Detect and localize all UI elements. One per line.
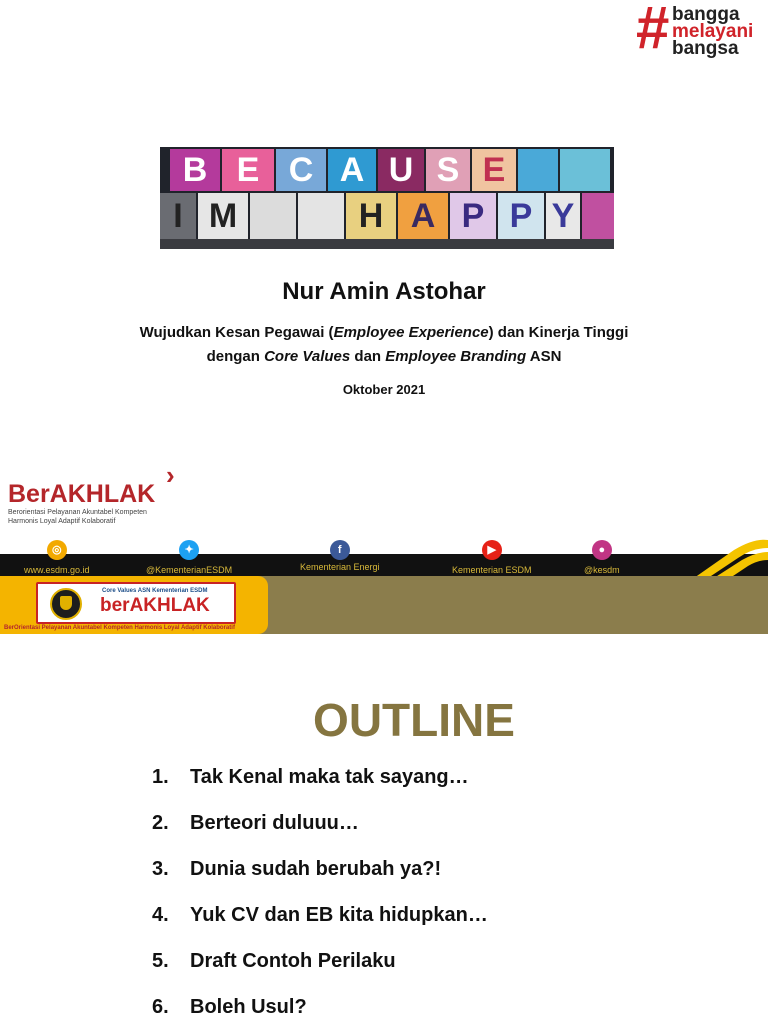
berakhlak-tagline-1: Berorientasi Pelayanan Akuntabel Kompeten — [8, 509, 147, 516]
social-website[interactable] — [24, 540, 90, 575]
banner-floor — [160, 239, 614, 249]
banner-block: I — [160, 193, 196, 239]
item-number: 4. — [152, 904, 169, 926]
subtitle-text: ) dan Kinerja Tinggi — [488, 324, 629, 341]
subtitle-italic: Employee Branding — [385, 348, 527, 365]
outline-title: OUTLINE — [313, 694, 515, 746]
berakhlak-badge — [36, 582, 236, 624]
banner-block: E — [472, 149, 516, 191]
list-item — [152, 948, 488, 994]
subtitle-italic: Employee Experience — [333, 324, 489, 341]
because-im-happy-banner — [160, 147, 614, 249]
item-number: 2. — [152, 812, 169, 834]
logo-word-1: bangga — [672, 4, 740, 25]
subtitle-text: dan — [350, 348, 386, 365]
item-text: Yuk CV dan EB kita hidupkan… — [190, 904, 488, 926]
banner-block: Y — [546, 193, 580, 239]
banner-block: H — [346, 193, 396, 239]
banner-block: A — [398, 193, 448, 239]
banner-block: M — [198, 193, 248, 239]
list-item — [152, 902, 488, 948]
esdm-emblem-icon — [50, 588, 82, 620]
social-label: @KementerianESDM — [146, 565, 233, 575]
bangga-melayani-bangsa-logo — [636, 2, 762, 60]
banner-block: A — [328, 149, 376, 191]
banner-block: P — [498, 193, 544, 239]
presenter-name: Nur Amin Astohar — [282, 278, 486, 305]
social-twitter[interactable] — [146, 540, 232, 575]
subtitle-text: dengan — [206, 348, 265, 365]
badge-caption: Core Values ASN Kementerian ESDM — [102, 588, 208, 594]
list-item — [152, 810, 488, 856]
item-text: Tak Kenal maka tak sayang… — [190, 766, 469, 788]
chevron-right-icon: › — [166, 460, 175, 490]
list-item — [152, 994, 488, 1024]
gold-swoosh-decoration — [694, 538, 768, 578]
subtitle-text: ASN — [526, 348, 562, 365]
banner-block: E — [222, 149, 274, 191]
globe-icon: ◎ — [47, 540, 67, 560]
social-youtube[interactable] — [452, 540, 532, 575]
item-number: 5. — [152, 950, 169, 972]
social-instagram[interactable] — [584, 540, 620, 575]
item-number: 6. — [152, 996, 169, 1018]
subtitle-italic: Core Values — [264, 348, 351, 365]
banner-block: P — [450, 193, 496, 239]
list-item — [152, 856, 488, 902]
item-text: Dunia sudah berubah ya?! — [190, 858, 442, 880]
subtitle-line-1 — [0, 323, 768, 343]
banner-block: S — [426, 149, 470, 191]
banner-block — [518, 149, 558, 191]
social-label: Kementerian Energi — [300, 562, 380, 572]
item-text: Berteori duluuu… — [190, 812, 359, 834]
berakhlak-logo — [8, 460, 188, 536]
logo-word-2: melayani — [672, 21, 754, 42]
subtitle-text: Wujudkan Kesan Pegawai ( — [139, 324, 334, 341]
footer-tagline: BerOrientasi Pelayanan Akuntabel Kompeten Harmonis Loyal Adaptif Kolaboratif — [4, 625, 235, 631]
social-label: Kementerian ESDM — [452, 565, 532, 575]
twitter-icon: ✦ — [179, 540, 199, 560]
presentation-date: Oktober 2021 — [342, 382, 426, 397]
banner-block — [560, 149, 610, 191]
instagram-icon: ● — [592, 540, 612, 560]
badge-title: berAKHLAK — [100, 595, 210, 616]
outline-list — [152, 764, 488, 1024]
berakhlak-title: BerAKHLAK — [8, 480, 156, 508]
outline-slide — [0, 634, 768, 1024]
item-text: Draft Contoh Perilaku — [190, 950, 396, 972]
banner-block: C — [276, 149, 326, 191]
logo-word-3: bangsa — [672, 38, 739, 59]
berakhlak-tagline-2: Harmonis Loyal Adaptif Kolaboratif — [8, 518, 116, 525]
social-label: @kesdm — [584, 565, 620, 575]
hashtag-icon: # — [636, 0, 670, 61]
banner-block — [582, 193, 614, 239]
social-label: www.esdm.go.id — [24, 565, 90, 575]
banner-block: B — [170, 149, 220, 191]
social-strip — [0, 554, 768, 578]
youtube-icon: ▶ — [482, 540, 502, 560]
facebook-icon: f — [330, 540, 350, 560]
item-number: 3. — [152, 858, 169, 880]
social-facebook[interactable] — [300, 540, 380, 572]
list-item — [152, 764, 488, 810]
item-text: Boleh Usul? — [190, 996, 307, 1018]
subtitle-line-2 — [0, 347, 768, 367]
banner-block: U — [378, 149, 424, 191]
item-number: 1. — [152, 766, 169, 788]
banner-block — [298, 193, 344, 239]
banner-block — [250, 193, 296, 239]
